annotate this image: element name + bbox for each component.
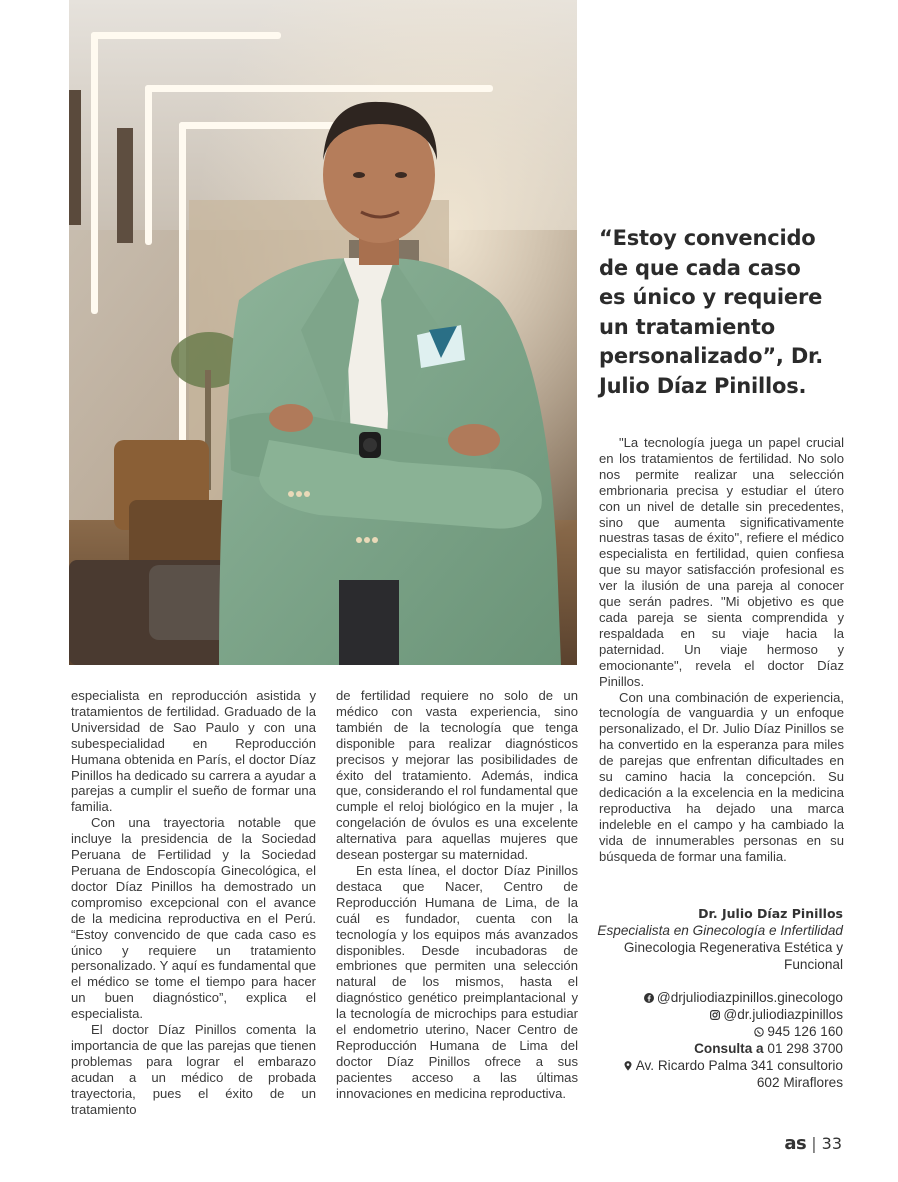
page-footer: as | 33 bbox=[784, 1133, 842, 1154]
magazine-logo: as bbox=[784, 1133, 807, 1154]
contact-block bbox=[593, 905, 843, 1091]
article-column-2 bbox=[336, 688, 578, 1102]
portrait-photo bbox=[69, 0, 577, 665]
consulta-line bbox=[593, 1040, 843, 1057]
paragraph: de fertilidad requiere no solo de un médico con vasta experiencia, sino también de la tecnología que tenga disponible para realizar diagnósticos precisos y mejorar las posibilidades de éxito del tratamiento. Además, indica que, considerando el rol fundamental que cumple el reloj biológico en la mujer , la congelación de óvulos es una excelente alternativa para aquellas mujeres que desean postergar su maternidad. bbox=[336, 688, 578, 863]
location-pin-icon bbox=[623, 1061, 633, 1071]
facebook-icon bbox=[644, 993, 654, 1003]
page-number: 33 bbox=[821, 1134, 842, 1153]
article-column-1 bbox=[71, 688, 316, 1117]
article-column-3 bbox=[599, 435, 844, 864]
doctor-services: Ginecologia Regenerativa Estética y Funcional bbox=[623, 940, 843, 972]
whatsapp-line[interactable] bbox=[593, 1023, 843, 1040]
paragraph: Con una combinación de experiencia, tecnología de vanguardia y un enfoque personalizado, el Dr. Julio Díaz Pinillos se ha convertido en la esperanza para miles de parejas que enfrentan dificultades en su camino hacia la concepción. Su dedicación a la excelencia en la medicina reproductiva ha dejado una marca indeleble en el campo y ha cambiado la vida de innumerables personas en su búsqueda de formar una familia. bbox=[599, 689, 844, 864]
instagram-line[interactable] bbox=[593, 1006, 843, 1023]
paragraph: El doctor Díaz Pinillos comenta la importancia de que las parejas que tienen problemas para lograr el embarazo acudan a un médico de probada trayectoria, pues el éxito de un tratamiento bbox=[71, 1022, 316, 1117]
consulta-label: Consulta a bbox=[694, 1041, 764, 1056]
instagram-icon bbox=[710, 1010, 720, 1020]
paragraph: "La tecnología juega un papel crucial en los tratamientos de fertilidad. No solo nos permite realizar una selección embrionaria precisa y estudiar el útero con un nivel de detalle sin precedentes, sino que aumenta significativamente nuestras tasas de éxito", refiere el médico especialista en fertilidad, quien confiesa que su mayor satisfacción profesional es ver la ilusión de una pareja al conocer que serán padres. "Mi objetivo es que cada pareja se sienta comprendida y respaldada en su viaje hacia la paternidad. Un viaje hermoso y emocionante", revela el doctor Díaz Pinillos. bbox=[599, 435, 844, 689]
facebook-line[interactable] bbox=[593, 989, 843, 1006]
address-line-2: 602 Miraflores bbox=[756, 1075, 843, 1090]
facebook-handle: @drjuliodiazpinillos.ginecologo bbox=[656, 990, 843, 1005]
consulta-phone: 01 298 3700 bbox=[767, 1041, 843, 1056]
whatsapp-icon bbox=[754, 1027, 764, 1037]
address-line-1: Av. Ricardo Palma 341 consultorio bbox=[635, 1058, 843, 1073]
whatsapp-number: 945 126 160 bbox=[767, 1024, 843, 1039]
paragraph: En esta línea, el doctor Díaz Pinillos destaca que Nacer, Centro de Reproducción Humana de Lima, de la cuál es fundador, cuenta con la tecnología y los equipos más avanzados disponibles. Desde incubadoras de embriones que permiten una selección natural de los mismos, hasta el diagnóstico genético preimplantacional y la tecnología de microchips para estudiar el endometrio uterino, Nacer Centro de Reproducción Humana de Lima del doctor Díaz Pinillos ofrece a sus pacientes acceso a las últimas innovaciones en medicina reproductiva. bbox=[336, 862, 578, 1101]
doctor-specialty: Especialista en Ginecología e Infertilidad bbox=[597, 923, 843, 938]
paragraph: especialista en reproducción asistida y tratamientos de fertilidad. Graduado de la Universidad de Sao Paulo y con una subespecialidad en Reproducción Humana obtenida en París, el doctor Díaz Pinillos ha dedicado su carrera a ayudar a parejas a cumplir el sueño de formar una familia. bbox=[71, 688, 316, 815]
pull-quote: “Estoy convencido de que cada caso es único y requiere un tratamiento personalizado”, Dr. Julio Díaz Pinillos. bbox=[599, 226, 823, 398]
doctor-name: Dr. Julio Díaz Pinillos bbox=[698, 906, 843, 921]
paragraph: Con una trayectoria notable que incluye la presidencia de la Sociedad Peruana de Fertilidad y la Sociedad Peruana de Endoscopía Ginecológica, el doctor Díaz Pinillos ha demostrado un compromiso excepcional con el avance de la medicina reproductiva en el Perú. “Estoy convencido de que cada caso es único y requiere un tratamiento personalizado. Y aquí es fundamental que el médico se tome el tiempo para hacer un buen diagnóstico”, explica el especialista. bbox=[71, 815, 316, 1022]
address-line bbox=[593, 1057, 843, 1074]
instagram-handle: @dr.juliodiazpinillos bbox=[723, 1007, 843, 1022]
